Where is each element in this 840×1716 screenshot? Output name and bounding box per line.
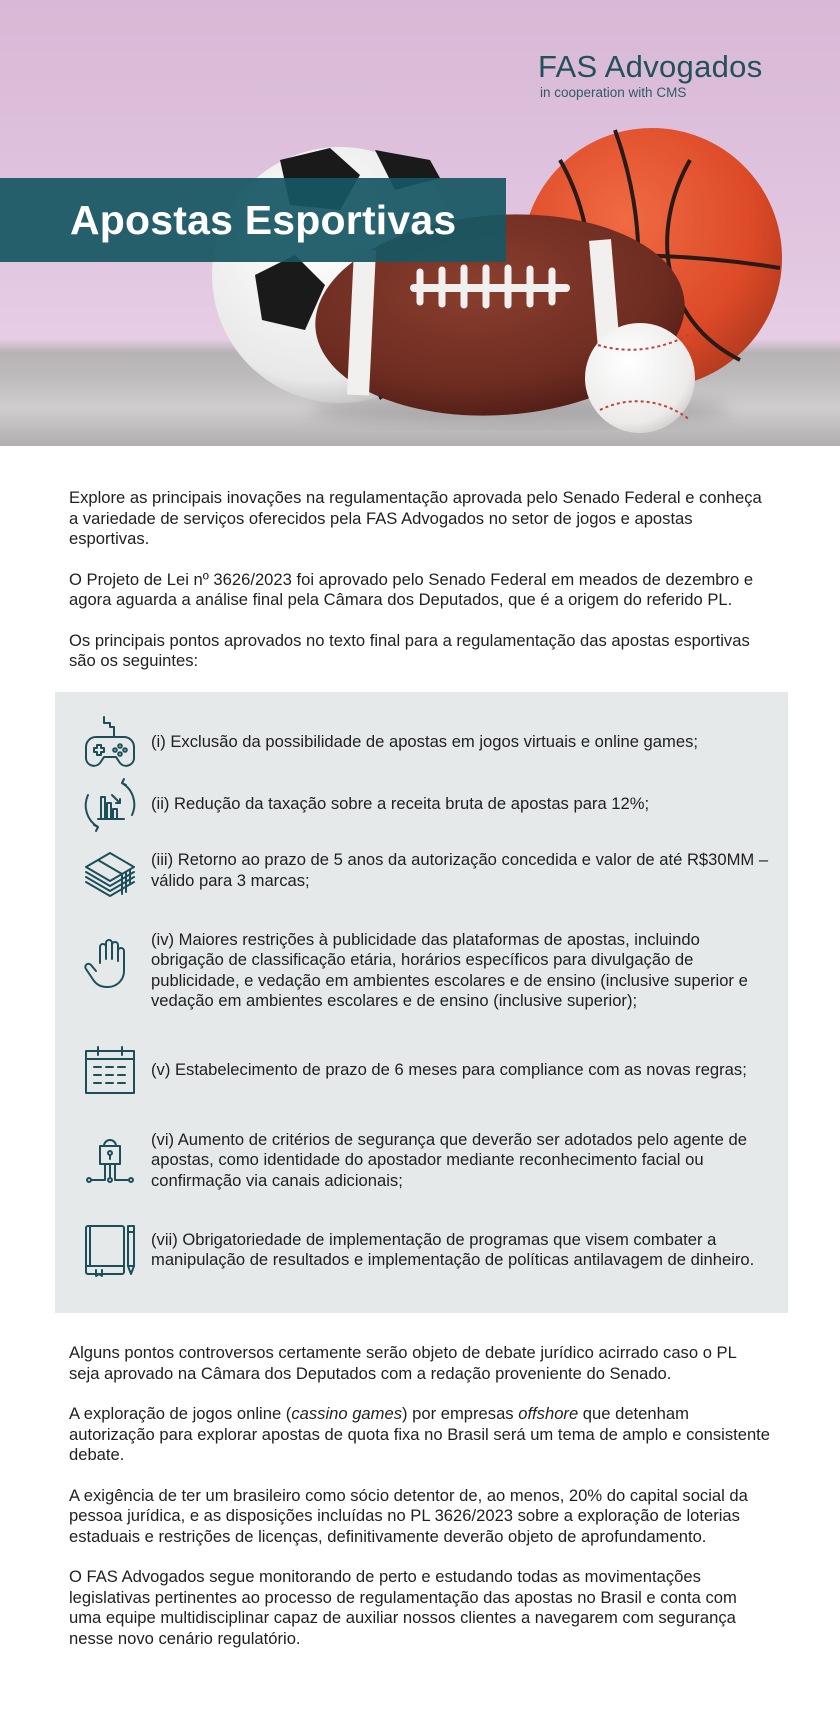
key-point-text: (i) Exclusão da possibilidade de apostas em jogos virtuais e online games;: [151, 732, 698, 752]
key-point: [81, 1130, 772, 1192]
key-point: [81, 930, 772, 1012]
text-fragment: que detenham autorização para explorar apostas de quota fixa no Brasil será um tema de amplo e consistente debate.: [69, 1404, 771, 1464]
intro-paragraph: Os principais pontos aprovados no texto final para a regulamentação das apostas esportivas são os seguintes:: [69, 630, 750, 670]
outro-paragraph: A exigência de ter um brasileiro como sócio detentor de, ao menos, 20% do capital social da pessoa jurídica, e as disposições incluídas no PL 3626/2023 sobre a exploração de loterias estaduais e restrições de licenças, definitivamente deverão objeto de aprofundamento.: [69, 1485, 748, 1546]
page-title: Apostas Esportivas: [70, 196, 457, 243]
brand-subtitle: in cooperation with CMS: [540, 85, 687, 100]
outro-paragraph: O FAS Advogados segue monitorando de perto e estudando todas as movimentações legislativas pertinentes ao processo de regulamentação das apostas no Brasil e conta com uma equipe multidisciplinar capaz de auxiliar nossos clientes a navegarem com segurança nesse novo cenário regulatório.: [69, 1567, 737, 1648]
italic-term: cassino games: [291, 1404, 403, 1423]
intro-paragraph: O Projeto de Lei nº 3626/2023 foi aprovado pelo Senado Federal em meados de dezembro e agora aguarda a análise final pela Câmara dos Deputados, que é a origem do referido PL.: [69, 569, 754, 609]
outro-section: [0, 1313, 840, 1699]
key-point: [81, 842, 772, 900]
key-point-text: (ii) Redução da taxação sobre a receita bruta de apostas para 12%;: [151, 794, 650, 814]
key-points-panel: [55, 692, 788, 1314]
title-band: [0, 178, 506, 262]
money-stack-icon: [81, 842, 139, 900]
key-point: [81, 1042, 772, 1100]
brand-name: FAS Advogados: [538, 49, 763, 84]
key-point-text: (v) Estabelecimento de prazo de 6 meses para compliance com as novas regras;: [151, 1060, 747, 1080]
hand-stop-icon: [81, 934, 139, 992]
italic-term: offshore: [518, 1404, 579, 1423]
outro-paragraph: [69, 1404, 771, 1466]
key-point-text: (iv) Maiores restrições à publicidade das plataformas de apostas, incluindo obrigação de classificação etária, horários específicos para divulgação de publicidade, e vedação em ambientes escolares e de ensino (inclusive superior e vedação em ambientes escolares e de ensino (inclusive superior);: [151, 929, 748, 1010]
intro-section: [0, 446, 840, 672]
text-fragment: ) por empresas: [402, 1404, 519, 1423]
chart-decrease-icon: [81, 776, 139, 834]
key-point-text: (vii) Obrigatoriedade de implementação de programas que visem combater a manipulação de resultados e implementação de políticas antilavagem de dinheiro.: [151, 1229, 755, 1269]
key-point: [81, 714, 772, 772]
key-point: [81, 1221, 772, 1279]
notebook-pen-icon: [81, 1221, 139, 1279]
outro-paragraph: Alguns pontos controversos certamente serão objeto de debate jurídico acirrado caso o PL seja aprovado na Câmara dos Deputados com a redação proveniente do Senado.: [69, 1343, 737, 1383]
baseball: [585, 323, 695, 433]
gamepad-icon: [81, 714, 139, 772]
key-point: [81, 776, 772, 834]
key-point-text: (iii) Retorno ao prazo de 5 anos da autorização concedida e valor de até R$30MM – válido para 3 marcas;: [151, 850, 769, 890]
intro-paragraph: Explore as principais inovações na regulamentação aprovada pelo Senado Federal e conheça a variedade de serviços oferecidos pela FAS Advogados no setor de jogos e apostas esportivas.: [69, 488, 762, 548]
text-fragment: A exploração de jogos online (: [69, 1404, 292, 1423]
hero-banner: [0, 0, 840, 446]
brand-logo: [538, 50, 763, 102]
calendar-icon: [81, 1042, 139, 1100]
key-point-text: (vi) Aumento de critérios de segurança que deverão ser adotados pelo agente de apostas, como identidade do apostador mediante reconhecimento facial ou confirmação via canais adicionais;: [151, 1129, 747, 1190]
lock-network-icon: [81, 1131, 139, 1189]
